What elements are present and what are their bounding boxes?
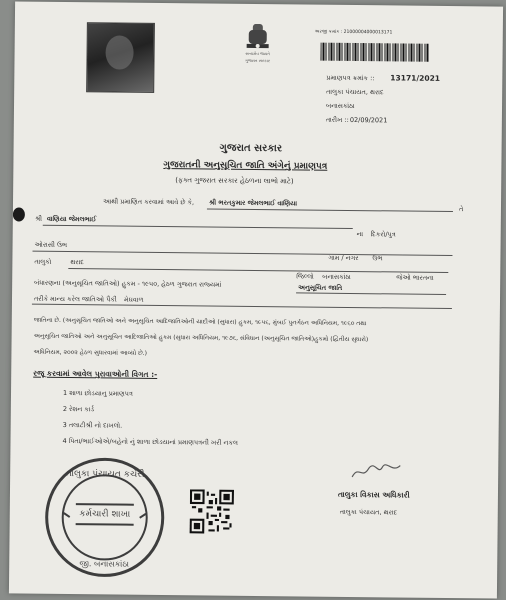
name-suffix: તે [458,205,464,214]
legal-text-3: અધિનિયમ, ૨૦૦૨ હેઠળ સુધારવામાં આવ્યો છે.) [33,348,148,357]
recognized-caste-value: મેઘવાળ [123,295,144,304]
issue-date-label: તારીખ :: [325,115,349,124]
officer-title: તાલુકા વિકાસ અધિકારી [337,489,410,500]
emblem-motto: સત્યમેવ જયતે [245,50,270,57]
relation-label: ના [356,230,364,239]
certificate-number: 13171/2021 [390,73,441,83]
father-underline [43,225,353,229]
father-name: વાણિયા જેમલભાઈ [46,214,97,224]
resident-of: ઓરાસી ઉભ [34,240,68,250]
recognized-caste-label: તરીકે માન્ય કરેલ જાતિઓ પૈકી [33,294,117,304]
evidence-item-2: 2 રેશન કાર્ડ [62,404,95,414]
certificate-subtitle: (ફક્ત ગુજરાત સરકાર હેઠળના લાભો માટે) [175,176,294,186]
certificate-title: ગુજરાતની અનુસૂચિત જાતિ અંગેનું પ્રમાણપત્ર [163,160,328,172]
taluka-underline [68,268,448,273]
caste-underline [296,292,446,295]
district-label: જિલ્લો [296,272,314,281]
emblem-caption: ગુજરાત સરકાર [245,57,270,64]
seal-text-bottom: જી. બનાસકાંઠા [79,559,130,569]
applicant-photo [86,22,155,93]
caste-category: અનુસૂચિત જાતિ [298,283,343,292]
relation-value: દિકરો/પુત્ર [370,230,396,239]
issuing-district: બનાસકાંઠા [325,101,355,111]
evidence-item-3: 3 તલાટીશ્રી નો દાખલો. [62,420,123,430]
barcode [321,43,429,62]
village-value: ઉભ [372,254,383,263]
panchayat-seal [39,454,170,581]
certificate-number-label: પ્રમાણપત્ર ક્રમાંક :: [326,73,375,83]
qr-code [190,489,234,533]
officer-signature [348,461,404,484]
seal-text-top: તાલુકા પંચાયત કચેરી [65,469,145,480]
government-title: ગુજરાત સરકાર [219,142,283,155]
issue-date: 02/09/2021 [349,115,388,125]
taluka-value: થરાદ [70,258,85,267]
certificate-page [9,1,503,598]
certify-intro: આથી પ્રમાણિત કરવામાં આવે છે કે, [102,197,195,207]
seal-text-middle: કર્મચારી શાખા [79,509,131,520]
national-emblem-icon [240,22,274,66]
district-value: બનાસકાંઠા [322,272,351,281]
legal-text-1: જાતિના છે. (અનુસૂચિત જાતિઓ અને અનુસૂચિત આદિજાતિઓની યાદીઓ (સુધારા) હુકમ, ૧૯૫૬, મુંબઈ પુનર્ગઠન અધિનિયમ, ૧૯૬૦ તથા [33,316,367,328]
district-suffix: જેઓ ભારતના [396,273,434,282]
legal-text-2: અનુસૂચિત જાતિઓ અને અનુસૂચિત આદિજાતિઓ હુકમ (સુધારા અધિનિયમ, ૧૯૭૬, સંવિધાન (અનુસૂચિત જાતિઓ)હુકમો (દ્વિતીય સુધારો) [33,332,369,344]
recognized-caste-underline [32,304,452,309]
taluka-label: તાલુકો [34,257,52,266]
father-label: શ્રી [34,214,43,223]
application-number: અરજી ક્રમાંક : 21000004000013171 [314,29,393,36]
evidence-item-1: 1 શાળા છોડયાનુ પ્રમાણપત્ર [62,388,133,398]
resident-underline [32,251,452,256]
issuing-office: તાલુકા પંચાયત, થરાદ [326,87,384,97]
village-label: ગામ / નગર [328,253,359,263]
punch-hole [13,207,25,221]
name-underline [207,208,453,212]
evidence-item-4: 4 પિતા/ભાઈઓએ/બહેનો નું શાળા છોડયાનાં પ્રમાણપત્રની ખરી નકલ [62,436,238,447]
order-reference: બંધારણના (અનુસૂચિત જાતિઓ) હુકમ - ૧૯૫૦, હેઠળ ગુજરાત રાજ્યમાં [34,278,222,289]
officer-office: તાલુકા પંચાયત, થરાદ [339,507,398,517]
applicant-name: શ્રી ભરતકુમાર જેમલભાઈ વાણિયા [208,198,298,208]
evidence-heading: રજૂ કરવામાં આવેલ પુરાવાઓની વિગત :- [33,368,158,379]
